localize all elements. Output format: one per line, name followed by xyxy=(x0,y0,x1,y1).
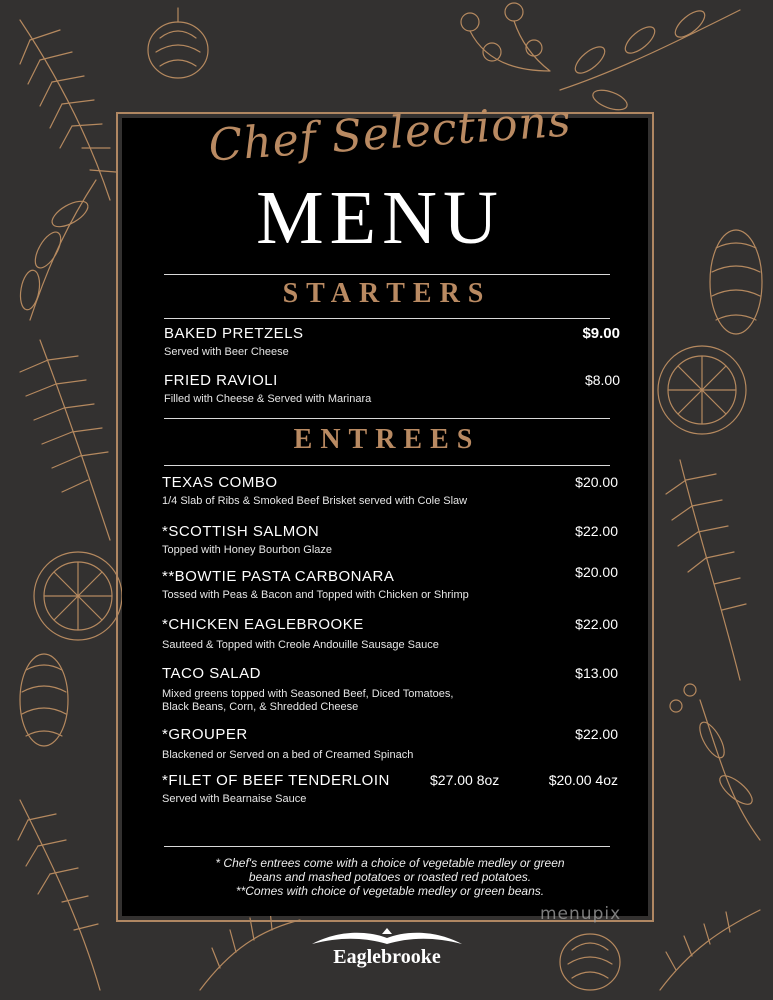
item-price: $9.00 xyxy=(582,325,620,342)
item-price: $22.00 xyxy=(575,726,618,742)
pinecone-icon xyxy=(560,934,620,990)
orange-slice-icon xyxy=(658,346,746,434)
leaf-branch-icon xyxy=(670,684,760,840)
item-description: Blackened or Served on a bed of Creamed Spinach xyxy=(162,749,414,761)
item-name: *FILET OF BEEF TENDERLOIN xyxy=(162,772,390,789)
footnote-line: beans and mashed potatoes or roasted red potatoes. xyxy=(248,870,532,884)
fern-leaf-icon xyxy=(200,910,760,990)
orange-slice-icon xyxy=(34,552,122,640)
logo-text: Eaglebrooke xyxy=(333,946,441,968)
item-name: BAKED PRETZELS xyxy=(164,325,304,342)
script-title: Chef Selections xyxy=(206,95,574,172)
fern-leaf-icon xyxy=(666,460,746,680)
menu-item xyxy=(162,665,622,714)
leaf-branch-icon xyxy=(18,180,96,320)
item-description: Filled with Cheese & Served with Marinara xyxy=(164,393,372,405)
item-price: $13.00 xyxy=(575,665,618,681)
watermark: menupix xyxy=(540,904,622,924)
pinecone-icon xyxy=(148,8,208,78)
divider xyxy=(164,418,610,419)
fern-leaf-icon xyxy=(18,800,100,990)
menu-item xyxy=(162,474,622,508)
item-description: Black Beans, Corn, & Shredded Cheese xyxy=(162,701,359,713)
menu-item xyxy=(162,726,622,762)
divider xyxy=(164,465,610,466)
item-price-4oz: $20.00 4oz xyxy=(548,772,618,788)
item-name: TACO SALAD xyxy=(162,665,261,682)
divider xyxy=(164,318,610,319)
fern-leaf-icon xyxy=(20,20,116,200)
fern-leaf-icon xyxy=(20,340,110,540)
item-description: 1/4 Slab of Ribs & Smoked Beef Brisket served with Cole Slaw xyxy=(162,495,468,507)
pinecone-icon xyxy=(20,654,68,746)
menu-item xyxy=(162,772,622,806)
berry-branch-icon xyxy=(461,3,550,71)
menu-item xyxy=(164,372,624,406)
item-name: *GROUPER xyxy=(162,726,248,743)
item-description: Sauteed & Topped with Creole Andouille Sausage Sauce xyxy=(162,639,439,651)
item-name: *SCOTTISH SALMON xyxy=(162,523,320,540)
footnote-line: * Chef's entrees come with a choice of vegetable medley or green xyxy=(215,856,565,870)
item-description: Tossed with Peas & Bacon and Topped with Chicken or Shrimp xyxy=(162,589,469,601)
item-description: Served with Bearnaise Sauce xyxy=(162,793,307,805)
item-name: *CHICKEN EAGLEBROOKE xyxy=(162,616,364,633)
item-price-8oz: $27.00 8oz xyxy=(430,772,500,788)
item-price: $20.00 xyxy=(575,564,618,580)
divider xyxy=(164,846,610,847)
menu-item xyxy=(162,523,622,557)
pinecone-icon xyxy=(710,230,762,334)
footnote xyxy=(150,856,630,898)
section-title-entrees: ENTREES xyxy=(293,424,481,455)
menu-item xyxy=(162,616,622,652)
item-price: $8.00 xyxy=(584,372,620,388)
footnote-line: **Comes with choice of vegetable medley or green beans. xyxy=(235,884,545,898)
divider xyxy=(164,274,610,275)
item-price: $20.00 xyxy=(575,474,618,490)
section-title-starters: STARTERS xyxy=(282,278,492,309)
item-description: Topped with Honey Bourbon Glaze xyxy=(162,544,332,556)
item-description: Mixed greens topped with Seasoned Beef, Diced Tomatoes, xyxy=(162,688,454,700)
item-description: Served with Beer Cheese xyxy=(164,346,289,358)
menu-item xyxy=(164,325,624,359)
item-name: TEXAS COMBO xyxy=(162,474,278,491)
item-name: **BOWTIE PASTA CARBONARA xyxy=(162,568,395,585)
item-name: FRIED RAVIOLI xyxy=(164,372,278,389)
item-price: $22.00 xyxy=(575,616,618,632)
item-price: $22.00 xyxy=(575,523,618,539)
eaglebrooke-logo xyxy=(302,922,472,982)
menu-item xyxy=(162,564,622,602)
menu-title: MENU xyxy=(256,176,504,260)
